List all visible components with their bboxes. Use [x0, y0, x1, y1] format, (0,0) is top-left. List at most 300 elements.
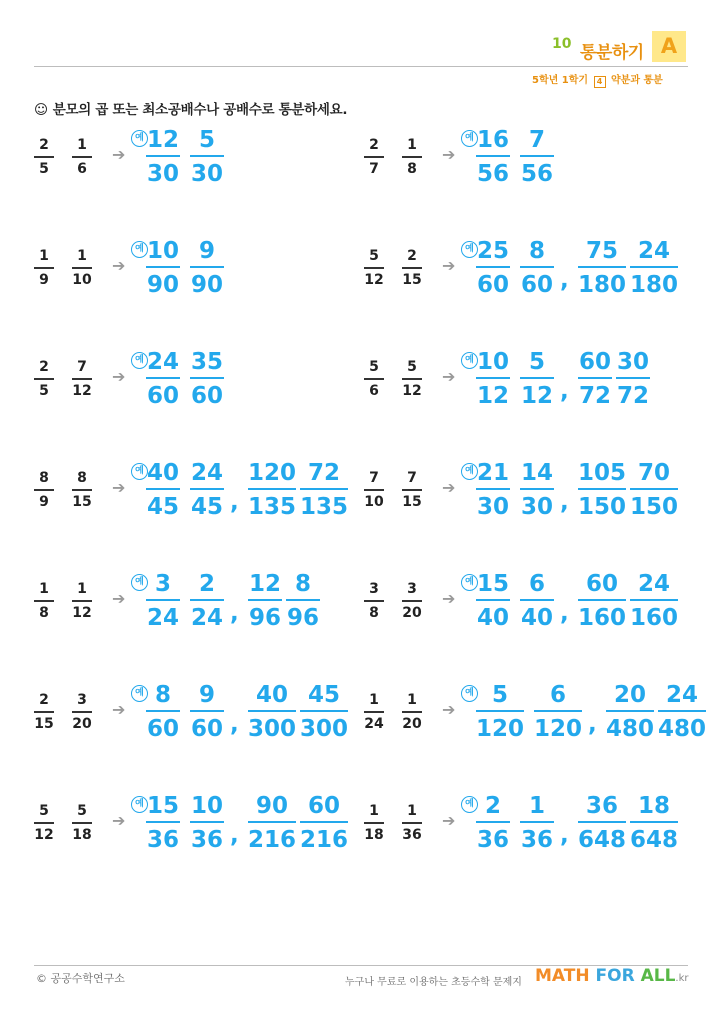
fraction-bar: [300, 821, 348, 823]
arrow-right-icon: ➔: [112, 256, 126, 275]
worksheet-number: 10: [552, 36, 572, 52]
instruction-text: 분모의 곱 또는 최소공배수나 공배수로 통분하세요.: [52, 102, 348, 118]
numerator: 120: [248, 460, 297, 486]
example-marker: 예: [461, 241, 478, 258]
logo-for: FOR: [595, 966, 635, 986]
numerator: 12: [248, 571, 281, 597]
alt-answer-fraction: [630, 570, 678, 632]
fraction-bar: [616, 377, 650, 379]
numerator: 25: [476, 238, 509, 264]
example-marker: 예: [461, 685, 478, 702]
numerator: 7: [369, 470, 379, 486]
numerator: 72: [307, 460, 340, 486]
question-fraction: [72, 136, 92, 179]
problem-item: [34, 682, 364, 745]
fraction-bar: [34, 489, 54, 491]
fraction-bar: [402, 711, 422, 713]
example-marker: 예: [461, 130, 478, 147]
example-marker: 예: [131, 241, 148, 258]
unit-name: 약분과 통분: [611, 75, 663, 86]
denominator: 20: [402, 604, 422, 621]
numerator: 60: [578, 349, 611, 375]
fraction-bar: [248, 488, 296, 490]
problem-item: [364, 238, 694, 301]
fraction-bar: [190, 266, 224, 268]
denominator: 135: [300, 494, 349, 520]
alt-answer-fraction: [248, 681, 296, 743]
question-fraction: [72, 802, 92, 845]
answer-fraction: [146, 126, 180, 188]
numerator: 1: [77, 137, 87, 153]
numerator: 5: [528, 349, 545, 375]
numerator: 8: [154, 682, 171, 708]
numerator: 2: [198, 571, 215, 597]
grade-term: 5학년 1학기: [532, 75, 589, 86]
denominator: 24: [146, 605, 179, 631]
answer-separator: ,: [560, 378, 569, 404]
denominator: 480: [658, 716, 707, 742]
denominator: 20: [72, 715, 92, 732]
fraction-bar: [630, 266, 678, 268]
fraction-bar: [364, 822, 384, 824]
denominator: 15: [72, 493, 92, 510]
header-divider: [34, 66, 688, 67]
numerator: 8: [528, 238, 545, 264]
numerator: 24: [637, 238, 670, 264]
question-fraction: [364, 469, 384, 512]
example-marker: 예: [461, 463, 478, 480]
numerator: 15: [146, 793, 179, 819]
fraction-bar: [146, 710, 180, 712]
example-marker: 예: [131, 130, 148, 147]
problem-item: [34, 349, 364, 412]
fraction-bar: [72, 378, 92, 380]
numerator: 6: [528, 571, 545, 597]
alt-answer-fraction: [248, 570, 282, 632]
numerator: 2: [39, 359, 49, 375]
denominator: 648: [578, 827, 627, 853]
answer-fraction: [476, 126, 510, 188]
fraction-bar: [72, 822, 92, 824]
fraction-bar: [402, 156, 422, 158]
arrow-right-icon: ➔: [442, 700, 456, 719]
arrow-right-icon: ➔: [112, 589, 126, 608]
denominator: 72: [578, 383, 611, 409]
numerator: 8: [77, 470, 87, 486]
denominator: 36: [520, 827, 553, 853]
denominator: 60: [146, 716, 179, 742]
denominator: 150: [630, 494, 679, 520]
denominator: 56: [476, 161, 509, 187]
arrow-right-icon: ➔: [442, 589, 456, 608]
fraction-bar: [72, 711, 92, 713]
fraction-bar: [520, 599, 554, 601]
fraction-bar: [476, 821, 510, 823]
answer-fraction: [520, 348, 554, 410]
denominator: 12: [34, 826, 54, 843]
denominator: 9: [39, 271, 49, 288]
denominator: 96: [248, 605, 281, 631]
numerator: 36: [585, 793, 618, 819]
unit-number-box: 4: [594, 76, 606, 88]
denominator: 60: [476, 272, 509, 298]
denominator: 12: [476, 383, 509, 409]
numerator: 5: [369, 359, 379, 375]
example-marker: 예: [461, 352, 478, 369]
alt-answer-fraction: [578, 348, 612, 410]
numerator: 1: [39, 581, 49, 597]
numerator: 7: [77, 359, 87, 375]
numerator: 1: [528, 793, 545, 819]
problem-item: [34, 793, 364, 856]
numerator: 40: [255, 682, 288, 708]
fraction-bar: [402, 600, 422, 602]
question-fraction: [34, 247, 54, 290]
fraction-bar: [402, 822, 422, 824]
answer-fraction: [476, 348, 510, 410]
footer-tagline: 누구나 무료로 이용하는 초등수학 문제지: [345, 977, 522, 988]
denominator: 90: [190, 272, 223, 298]
fraction-bar: [146, 266, 180, 268]
question-fraction: [364, 247, 384, 290]
denominator: 60: [146, 383, 179, 409]
worksheet-title: 통분하기: [580, 43, 644, 63]
answer-fraction: [476, 792, 510, 854]
numerator: 1: [77, 248, 87, 264]
answer-fraction: [190, 348, 224, 410]
question-fraction: [72, 469, 92, 512]
denominator: 15: [34, 715, 54, 732]
answer-separator: ,: [560, 267, 569, 293]
alt-answer-fraction: [300, 792, 348, 854]
numerator: 1: [369, 692, 379, 708]
fraction-bar: [146, 488, 180, 490]
fraction-bar: [606, 710, 654, 712]
question-fraction: [402, 136, 422, 179]
alt-answer-fraction: [606, 681, 654, 743]
fraction-bar: [34, 156, 54, 158]
fraction-bar: [146, 155, 180, 157]
answer-fraction: [190, 681, 224, 743]
answer-fraction: [146, 237, 180, 299]
answer-fraction: [520, 237, 554, 299]
example-marker: 예: [461, 796, 478, 813]
fraction-bar: [190, 155, 224, 157]
question-fraction: [34, 580, 54, 623]
denominator: 120: [534, 716, 583, 742]
problem-item: [34, 460, 364, 523]
denominator: 160: [630, 605, 679, 631]
numerator: 16: [476, 127, 509, 153]
fraction-bar: [146, 821, 180, 823]
denominator: 12: [520, 383, 553, 409]
answer-fraction: [520, 126, 554, 188]
alt-answer-fraction: [658, 681, 706, 743]
fraction-bar: [190, 377, 224, 379]
alt-answer-fraction: [630, 237, 678, 299]
denominator: 6: [369, 382, 379, 399]
numerator: 7: [528, 127, 545, 153]
instruction: [34, 98, 347, 118]
footer-copyright: © 공공수학연구소: [36, 972, 125, 985]
alt-answer-fraction: [578, 459, 626, 521]
fraction-bar: [190, 821, 224, 823]
answer-fraction: [476, 237, 510, 299]
denominator: 216: [300, 827, 349, 853]
alt-answer-fraction: [616, 348, 650, 410]
numerator: 3: [407, 581, 417, 597]
question-fraction: [72, 358, 92, 401]
fraction-bar: [402, 489, 422, 491]
question-fraction: [402, 247, 422, 290]
answer-fraction: [190, 459, 224, 521]
numerator: 24: [190, 460, 223, 486]
numerator: 1: [407, 137, 417, 153]
numerator: 5: [407, 359, 417, 375]
fraction-bar: [286, 599, 320, 601]
logo-kr: .kr: [675, 973, 689, 984]
numerator: 35: [190, 349, 223, 375]
fraction-bar: [364, 489, 384, 491]
denominator: 5: [39, 382, 49, 399]
numerator: 20: [613, 682, 646, 708]
denominator: 18: [364, 826, 384, 843]
denominator: 56: [520, 161, 553, 187]
denominator: 45: [190, 494, 223, 520]
fraction-bar: [248, 710, 296, 712]
question-fraction: [34, 358, 54, 401]
fraction-bar: [578, 821, 626, 823]
question-fraction: [72, 247, 92, 290]
denominator: 300: [248, 716, 297, 742]
denominator: 8: [39, 604, 49, 621]
fraction-bar: [300, 710, 348, 712]
answer-fraction: [146, 348, 180, 410]
level-badge: A: [652, 31, 686, 62]
logo-all: ALL: [640, 966, 676, 986]
answer-fraction: [146, 681, 180, 743]
fraction-bar: [34, 711, 54, 713]
arrow-right-icon: ➔: [442, 478, 456, 497]
denominator: 12: [402, 382, 422, 399]
fraction-bar: [520, 488, 554, 490]
numerator: 8: [39, 470, 49, 486]
question-fraction: [402, 580, 422, 623]
fraction-bar: [476, 155, 510, 157]
fraction-bar: [364, 600, 384, 602]
numerator: 3: [77, 692, 87, 708]
fraction-bar: [364, 711, 384, 713]
fraction-bar: [578, 266, 626, 268]
fraction-bar: [476, 266, 510, 268]
denominator: 180: [578, 272, 627, 298]
denominator: 24: [190, 605, 223, 631]
problem-item: [34, 571, 364, 634]
numerator: 2: [39, 137, 49, 153]
alt-answer-fraction: [300, 459, 348, 521]
question-fraction: [364, 136, 384, 179]
numerator: 15: [476, 571, 509, 597]
fraction-bar: [402, 378, 422, 380]
page-header: [0, 0, 724, 90]
fraction-bar: [72, 489, 92, 491]
numerator: 21: [476, 460, 509, 486]
question-fraction: [364, 691, 384, 734]
fraction-bar: [520, 155, 554, 157]
denominator: 40: [476, 605, 509, 631]
numerator: 7: [407, 470, 417, 486]
answer-fraction: [476, 459, 510, 521]
answer-separator: ,: [230, 711, 239, 737]
denominator: 5: [39, 160, 49, 177]
numerator: 90: [255, 793, 288, 819]
denominator: 10: [72, 271, 92, 288]
denominator: 216: [248, 827, 297, 853]
numerator: 45: [307, 682, 340, 708]
numerator: 2: [407, 248, 417, 264]
answer-fraction: [520, 792, 554, 854]
answer-fraction: [190, 126, 224, 188]
numerator: 3: [154, 571, 171, 597]
worksheet-subtitle: [532, 71, 663, 88]
numerator: 40: [146, 460, 179, 486]
fraction-bar: [476, 599, 510, 601]
numerator: 8: [294, 571, 311, 597]
arrow-right-icon: ➔: [442, 811, 456, 830]
numerator: 2: [484, 793, 501, 819]
answer-separator: ,: [560, 489, 569, 515]
question-fraction: [34, 136, 54, 179]
answer-fraction: [190, 237, 224, 299]
numerator: 5: [77, 803, 87, 819]
answer-fraction: [146, 570, 180, 632]
fraction-bar: [578, 599, 626, 601]
fraction-bar: [248, 599, 282, 601]
logo-math: MATH: [535, 966, 590, 986]
alt-answer-fraction: [630, 792, 678, 854]
example-marker: 예: [131, 463, 148, 480]
fraction-bar: [364, 156, 384, 158]
answer-separator: ,: [588, 711, 597, 737]
denominator: 30: [146, 161, 179, 187]
denominator: 480: [606, 716, 655, 742]
alt-answer-fraction: [248, 459, 296, 521]
alt-answer-fraction: [578, 792, 626, 854]
numerator: 1: [369, 803, 379, 819]
denominator: 15: [402, 493, 422, 510]
fraction-bar: [146, 599, 180, 601]
answer-fraction: [476, 570, 510, 632]
denominator: 18: [72, 826, 92, 843]
numerator: 10: [146, 238, 179, 264]
denominator: 12: [72, 382, 92, 399]
denominator: 20: [402, 715, 422, 732]
question-fraction: [72, 580, 92, 623]
question-fraction: [72, 691, 92, 734]
denominator: 6: [77, 160, 87, 177]
fraction-bar: [34, 378, 54, 380]
question-fraction: [34, 802, 54, 845]
question-fraction: [402, 469, 422, 512]
denominator: 36: [190, 827, 223, 853]
numerator: 5: [491, 682, 508, 708]
denominator: 60: [520, 272, 553, 298]
question-fraction: [34, 691, 54, 734]
denominator: 72: [616, 383, 649, 409]
denominator: 40: [520, 605, 553, 631]
denominator: 7: [369, 160, 379, 177]
numerator: 9: [198, 238, 215, 264]
answer-fraction: [190, 570, 224, 632]
fraction-bar: [476, 377, 510, 379]
numerator: 60: [585, 571, 618, 597]
fraction-bar: [190, 599, 224, 601]
denominator: 8: [369, 604, 379, 621]
question-fraction: [364, 802, 384, 845]
fraction-bar: [476, 710, 524, 712]
problem-item: [34, 127, 364, 190]
question-fraction: [402, 802, 422, 845]
numerator: 18: [637, 793, 670, 819]
fraction-bar: [72, 267, 92, 269]
denominator: 648: [630, 827, 679, 853]
arrow-right-icon: ➔: [112, 478, 126, 497]
denominator: 36: [146, 827, 179, 853]
fraction-bar: [578, 488, 626, 490]
denominator: 24: [364, 715, 384, 732]
fraction-bar: [364, 267, 384, 269]
answer-separator: ,: [230, 822, 239, 848]
example-marker: 예: [131, 796, 148, 813]
fraction-bar: [630, 488, 678, 490]
denominator: 160: [578, 605, 627, 631]
fraction-bar: [248, 821, 296, 823]
denominator: 60: [190, 383, 223, 409]
fraction-bar: [34, 600, 54, 602]
fraction-bar: [520, 377, 554, 379]
problem-item: [364, 127, 694, 190]
numerator: 24: [637, 571, 670, 597]
numerator: 105: [578, 460, 627, 486]
arrow-right-icon: ➔: [112, 700, 126, 719]
fraction-bar: [658, 710, 706, 712]
alt-answer-fraction: [300, 681, 348, 743]
smiley-icon: ☺: [34, 102, 48, 118]
answer-fraction: [190, 792, 224, 854]
problem-item: [364, 571, 694, 634]
fraction-bar: [630, 821, 678, 823]
fraction-bar: [34, 822, 54, 824]
denominator: 36: [402, 826, 422, 843]
arrow-right-icon: ➔: [442, 367, 456, 386]
denominator: 120: [476, 716, 525, 742]
numerator: 1: [77, 581, 87, 597]
answer-separator: ,: [230, 600, 239, 626]
numerator: 24: [665, 682, 698, 708]
denominator: 60: [190, 716, 223, 742]
denominator: 30: [520, 494, 553, 520]
fraction-bar: [72, 156, 92, 158]
numerator: 6: [549, 682, 566, 708]
fraction-bar: [534, 710, 582, 712]
alt-answer-fraction: [248, 792, 296, 854]
denominator: 180: [630, 272, 679, 298]
fraction-bar: [630, 599, 678, 601]
question-fraction: [402, 691, 422, 734]
site-logo: [535, 966, 689, 986]
fraction-bar: [300, 488, 348, 490]
fraction-bar: [190, 710, 224, 712]
